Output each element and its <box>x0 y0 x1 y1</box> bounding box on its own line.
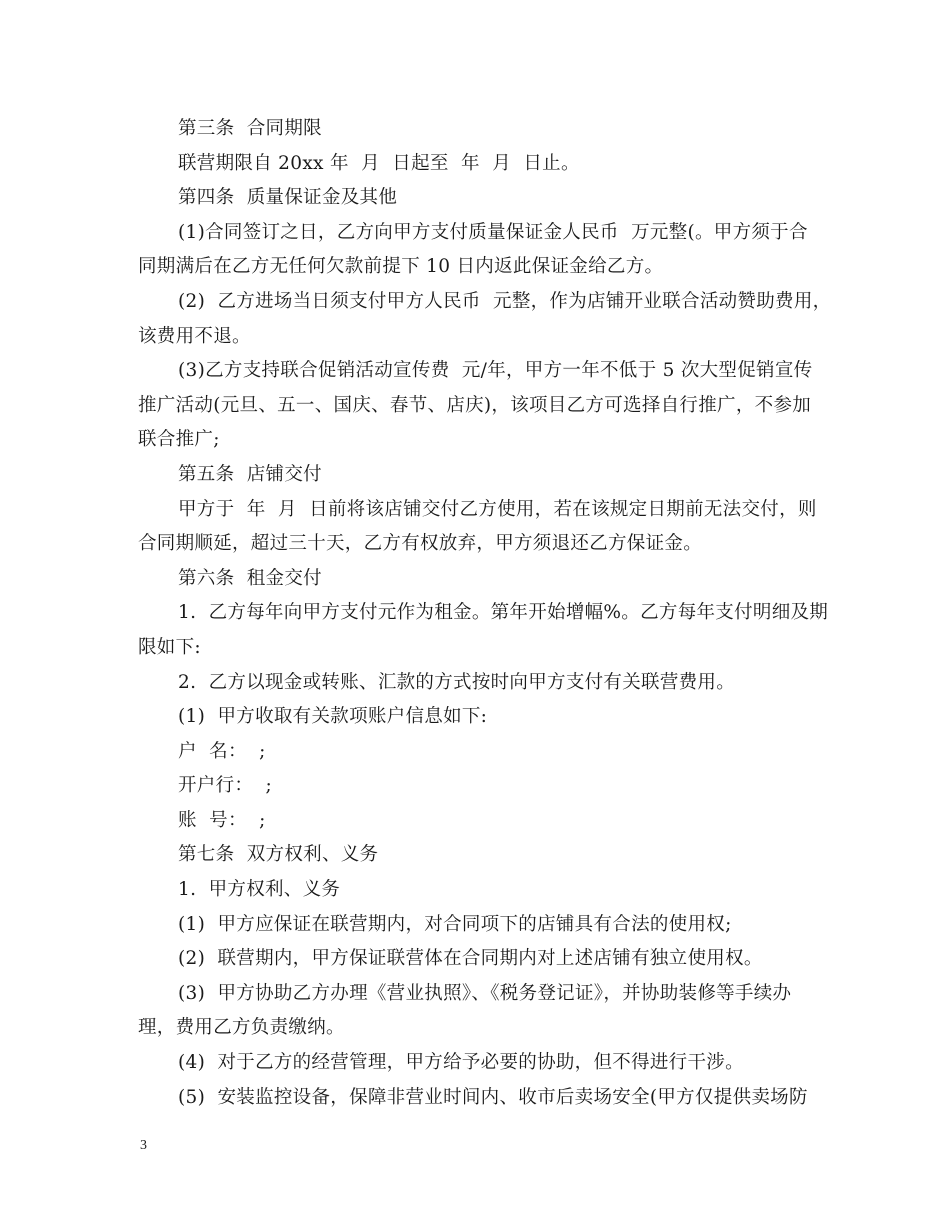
text-line: 账 号： ; <box>178 809 266 831</box>
text-line: 1. 甲方权利、义务 <box>178 879 341 901</box>
text-line: 该费用不退。 <box>138 325 251 347</box>
text-line: (3)乙方支持联合促销活动宣传费 元/年，甲方一年不低于 5 次大型促销宣传 <box>178 360 813 382</box>
text-line: 第三条 合同期限 <box>178 118 322 139</box>
text-line: (1) 甲方收取有关款项账户信息如下: <box>178 706 488 728</box>
text-line: 同期满后在乙方无任何欠款前提下 10 日内返此保证金给乙方。 <box>138 256 664 278</box>
text-line: 户 名： ; <box>178 740 266 762</box>
document-body <box>138 112 832 1115</box>
text-line: (2) 乙方进场当日须支付甲方人民币 元整，作为店铺开业联合活动赞助费用， <box>178 290 832 312</box>
text-line: 联营期限自 20xx 年 月 日起至 年 月 日止。 <box>178 152 580 174</box>
text-line: (5) 安装监控设备，保障非营业时间内、收市后卖场安全(甲方仅提供卖场防 <box>178 1086 808 1108</box>
text-line: 限如下: <box>138 636 201 658</box>
text-line: 开户行： ; <box>178 775 273 797</box>
text-line: (1)合同签订之日，乙方向甲方支付质量保证金人民币 万元整(。甲方须于合 <box>178 221 808 243</box>
text-line: 2. 乙方以现金或转账、汇款的方式按时向甲方支付有关联营费用。 <box>178 671 736 693</box>
text-line: 理，费用乙方负责缴纳。 <box>138 1017 345 1039</box>
text-line: 甲方于 年 月 日前将该店铺交付乙方使用，若在该规定日期前无法交付，则 <box>178 498 817 520</box>
text-line: (3) 甲方协助乙方办理《营业执照》、《税务登记证》，并协助装修等手续办 <box>178 982 792 1004</box>
text-line: 推广活动(元旦、五一、国庆、春节、店庆)，该项目乙方可选择自行推广，不参加 <box>138 394 812 416</box>
text-line: 第五条 店铺交付 <box>178 463 322 485</box>
text-line: (4) 对于乙方的经营管理，甲方给予必要的协助，但不得进行干涉。 <box>178 1052 744 1074</box>
text-line: 联合推广; <box>138 429 220 451</box>
text-line: 合同期顺延，超过三十天，乙方有权放弃，甲方须退还乙方保证金。 <box>138 533 703 555</box>
text-line: 第四条 质量保证金及其他 <box>178 187 398 209</box>
text-line: (1) 甲方应保证在联营期内，对合同项下的店铺具有合法的使用权; <box>178 913 732 935</box>
text-line: 第六条 租金交付 <box>178 567 322 589</box>
text-line: 第七条 双方权利、义务 <box>178 844 379 866</box>
text-line: (2) 联营期内，甲方保证联营体在合同期内对上述店铺有独立使用权。 <box>178 948 763 970</box>
text-line: 1. 乙方每年向甲方支付元作为租金。第年开始增幅%。乙方每年支付明细及期 <box>178 602 829 624</box>
page-number: 3 <box>140 1138 147 1153</box>
